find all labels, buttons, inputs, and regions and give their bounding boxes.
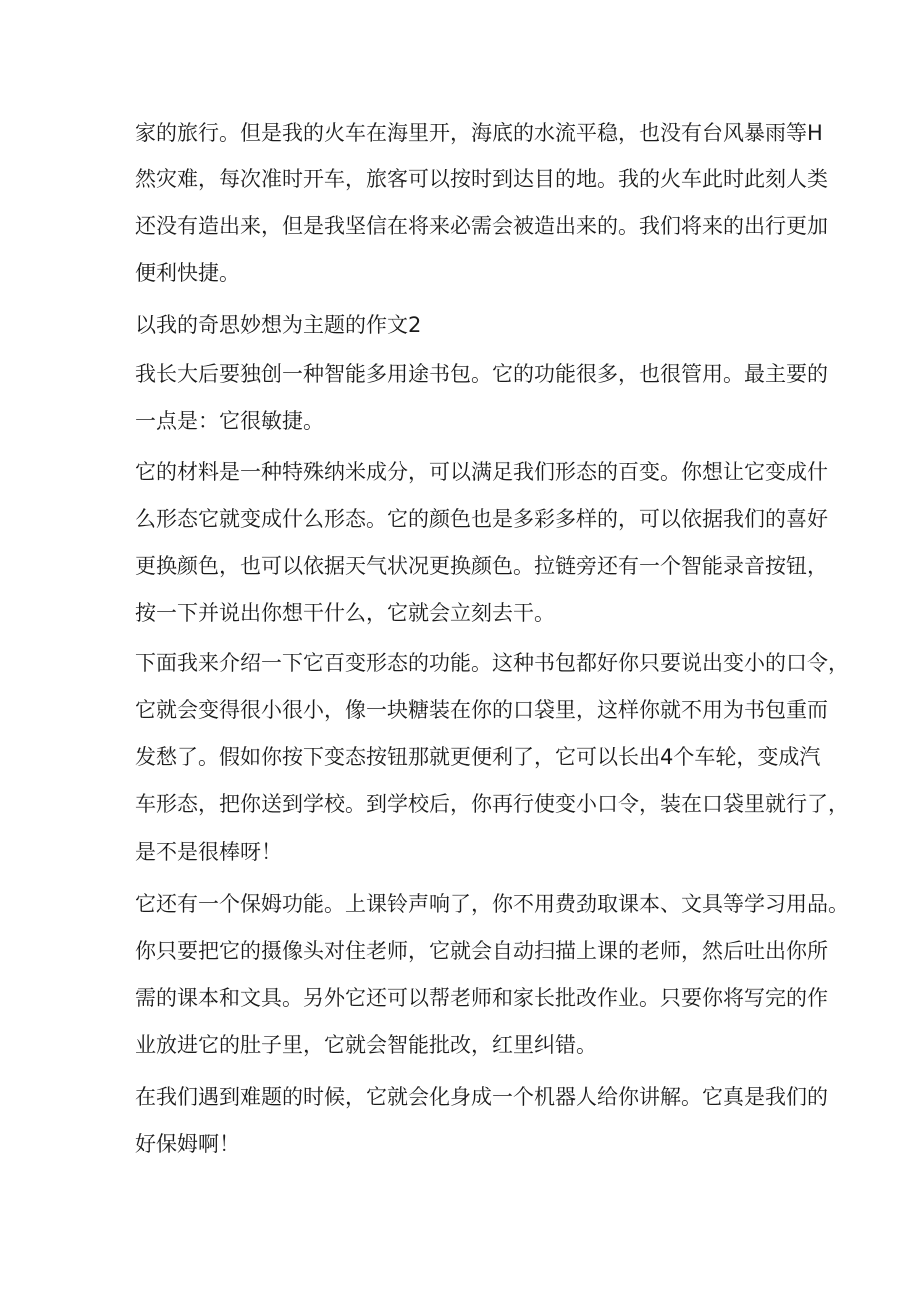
paragraph-line: 下面我来介绍一下它百变形态的功能。这种书包都好你只要说出变小的口令， (135, 651, 849, 675)
paragraph-line: 么形态它就变成什么形态。它的颜色也是多彩多样的，可以依据我们的喜好 (135, 507, 828, 531)
paragraph-line: 发愁了。假如你按下变态按钮那就更便利了，它可以长出4个车轮，变成汽 (135, 745, 821, 769)
paragraph-line: 业放进它的肚子里，它就会智能批改，红里纠错。 (135, 1033, 597, 1057)
paragraph-line: 车形态，把你送到学校。到学校后，你再行使变小口令，装在口袋里就行了， (135, 792, 849, 816)
paragraph-line: 我长大后要独创一种智能多用途书包。它的功能很多，也很管用。最主要的 (135, 362, 828, 386)
paragraph-line: 家的旅行。但是我的火车在海里开，海底的水流平稳，也没有台风暴雨等H (135, 121, 823, 145)
paragraph-line: 按一下并说出你想干什么，它就会立刻去干。 (135, 601, 555, 625)
section-heading: 以我的奇思妙想为主题的作文2 (135, 313, 422, 337)
paragraph-line: 它还有一个保姆功能。上课铃声响了，你不用费劲取课本、文具等学习用品。 (135, 892, 849, 916)
paragraph-line: 在我们遇到难题的时候，它就会化身成一个机器人给你讲解。它真是我们的 (135, 1085, 828, 1109)
paragraph-line: 还没有造出来，但是我坚信在将来必需会被造出来的。我们将来的出行更加 (135, 214, 828, 238)
paragraph-line: 它就会变得很小很小，像一块糖装在你的口袋里，这样你就不用为书包重而 (135, 698, 828, 722)
paragraph-line: 你只要把它的摄像头对住老师，它就会自动扫描上课的老师，然后吐出你所 (135, 939, 828, 963)
paragraph-line: 一点是：它很敏捷。 (135, 409, 324, 433)
paragraph-line: 好保姆啊！ (135, 1132, 240, 1156)
paragraph-line: 然灾难，每次准时开车，旅客可以按时到达目的地。我的火车此时此刻人类 (135, 167, 828, 191)
paragraph-line: 是不是很棒呀！ (135, 840, 282, 864)
paragraph-line: 更换颜色，也可以依据天气状况更换颜色。拉链旁还有一个智能录音按钮， (135, 554, 828, 578)
paragraph-line: 它的材料是一种特殊纳米成分，可以满足我们形态的百变。你想让它变成什 (135, 460, 828, 484)
paragraph-line: 便利快捷。 (135, 261, 240, 285)
paragraph-line: 需的课本和文具。另外它还可以帮老师和家长批改作业。只要你将写完的作 (135, 986, 828, 1010)
